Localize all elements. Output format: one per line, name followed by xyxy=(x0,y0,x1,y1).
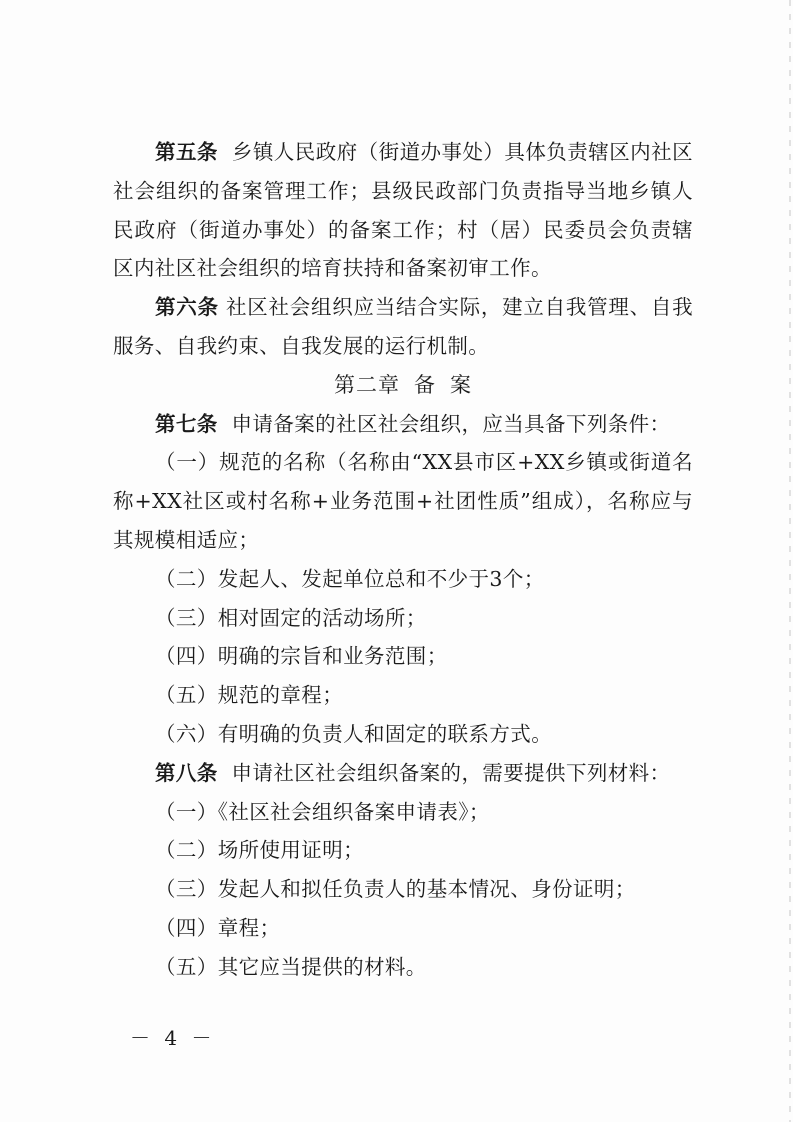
article-number: 第五条 xyxy=(155,140,218,164)
document-body xyxy=(113,133,693,987)
chapter-title-char: 备 xyxy=(414,372,436,397)
scan-edge-line xyxy=(789,0,791,1122)
article-8 xyxy=(113,754,693,793)
article-text: 申请社区社会组织备案的，需要提供下列材料： xyxy=(231,760,671,785)
article-number: 第八条 xyxy=(155,760,218,785)
article-text: 乡镇人民政府（街道办事处）具体负责辖区内社区社会组织的备案管理工作；县级民政部门负责指导当地乡镇人民政府（街道办事处）的备案工作；村（居）民委员会负责辖区内社区社会组织的培育扶持和备案初审工作。 xyxy=(113,140,693,281)
article-7 xyxy=(113,405,693,444)
article-number: 第七条 xyxy=(155,411,218,436)
chapter-title-char: 案 xyxy=(450,372,472,397)
article-text: 申请备案的社区社会组织，应当具备下列条件： xyxy=(231,411,671,436)
list-item: （三）相对固定的活动场所； xyxy=(155,605,427,630)
article-text: 社区社会组织应当结合实际，建立自我管理、自我服务、自我约束、自我发展的运行机制。 xyxy=(113,295,693,358)
list-item: （五）规范的章程； xyxy=(155,683,344,708)
list-item: （六）有明确的负责人和固定的联系方式。 xyxy=(155,721,553,746)
page-number: － 4 － xyxy=(130,1026,216,1050)
list-item: （三）发起人和拟任负责人的基本情况、身份证明； xyxy=(155,877,636,902)
article-spacer xyxy=(219,295,226,319)
list-item: （一）规范的名称（名称由“XX县市区+XX乡镇或街道名称+XX社区或村名称+业务范围+社团性质”组成），名称应与其规模相适应； xyxy=(113,450,693,552)
article-5 xyxy=(113,133,693,288)
list-item: （五）其它应当提供的材料。 xyxy=(155,954,427,979)
article-spacer xyxy=(218,761,232,785)
article-spacer xyxy=(218,412,232,436)
article-6 xyxy=(113,288,693,366)
article-spacer xyxy=(218,140,232,164)
list-item: （一）《社区社会组织备案申请表》； xyxy=(155,799,490,824)
chapter-number: 第二章 xyxy=(334,372,400,397)
list-item: （四）章程； xyxy=(155,915,281,940)
list-item: （二）发起人、发起单位总和不少于3个； xyxy=(155,566,545,591)
list-item: （二）场所使用证明； xyxy=(155,838,364,863)
chapter-heading xyxy=(113,366,693,405)
article-number: 第六条 xyxy=(155,295,219,320)
list-item: （四）明确的宗旨和业务范围； xyxy=(155,644,448,669)
